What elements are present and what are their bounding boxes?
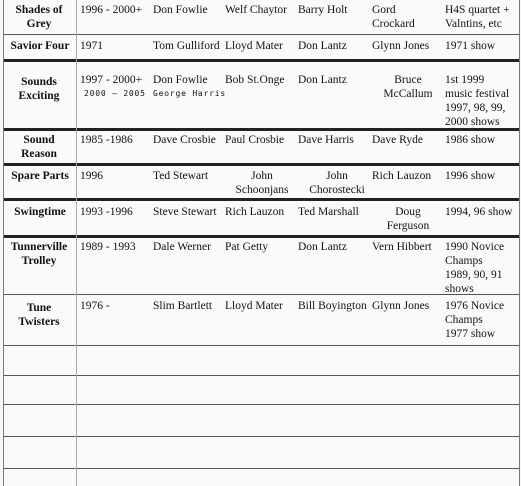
years-cell: 1971	[80, 40, 103, 52]
row-divider	[4, 198, 519, 201]
years-cell: 1996	[80, 170, 103, 182]
quartet-name: Shades of Grey	[15, 4, 63, 30]
quartet-name: Tune Twisters	[18, 302, 60, 328]
years-cell: 1985 -1986	[80, 134, 133, 146]
tenor-cell: Dave Crosbie	[153, 134, 216, 146]
bass-cell: Rich Lauzon	[372, 170, 432, 182]
quartet-name: Sound Reason	[21, 134, 57, 160]
tenor-cell: Tom Gulliford	[153, 40, 220, 52]
row-divider	[4, 345, 519, 346]
bass-cell: Doug Ferguson	[386, 206, 430, 232]
bari-cell: John Chorostecki	[309, 170, 365, 196]
row-divider	[4, 375, 519, 376]
years-cell: 1997 - 2000+ 2000 – 2005	[80, 74, 146, 98]
quartet-table	[3, 0, 520, 486]
quartet-name: Spare Parts	[11, 170, 69, 182]
bari-cell: Bill Boyington	[298, 300, 367, 312]
row-divider	[4, 59, 519, 62]
bass-cell: Bruce McCallum	[383, 74, 433, 100]
notes-cell: 1990 Novice Champs 1989, 90, 91 shows	[445, 241, 505, 295]
lead-cell: Lloyd Mater	[225, 40, 283, 52]
lead-cell: Lloyd Mater	[225, 300, 283, 312]
bari-cell: Dave Harris	[298, 134, 354, 146]
bass-cell: Glynn Jones	[372, 40, 430, 52]
bari-cell: Don Lantz	[298, 74, 347, 86]
notes-cell: 1st 1999 music festival 1997, 98, 99, 2000 shows	[445, 74, 510, 128]
row-divider	[4, 436, 519, 437]
column-divider	[76, 0, 77, 486]
tenor-cell: Ted Stewart	[153, 170, 209, 182]
row-divider	[4, 128, 519, 131]
lead-cell: Rich Lauzon	[225, 206, 285, 218]
years-cell: 1989 - 1993	[80, 241, 136, 253]
tenor-cell: Dale Werner	[153, 241, 211, 253]
notes-cell: 1996 show	[445, 170, 496, 182]
row-divider	[4, 468, 519, 469]
years-cell: 1993 -1996	[80, 206, 133, 218]
tenor-cell: Don Fowlie	[153, 4, 208, 16]
lead-cell: Bob St.Onge	[225, 74, 285, 86]
bass-cell: Dave Ryde	[372, 134, 423, 146]
bass-cell: Gord Crockard	[372, 4, 415, 30]
bass-cell: Vern Hibbert	[372, 241, 432, 253]
quartet-name: Tunnerville Trolley	[10, 241, 68, 267]
notes-cell: 1976 Novice Champs 1977 show	[445, 300, 505, 340]
tenor-cell: Steve Stewart	[153, 206, 217, 218]
row-divider	[4, 163, 519, 166]
notes-cell: 1986 show	[445, 134, 496, 146]
bari-cell: Don Lantz	[298, 241, 347, 253]
years-cell: 1976 -	[80, 300, 110, 312]
bari-cell: Ted Marshall	[298, 206, 359, 218]
quartet-name: Swingtime	[14, 206, 66, 218]
bass-cell: Glynn Jones	[372, 300, 430, 312]
notes-cell: 1971 show	[445, 40, 496, 52]
quartet-name: Savior Four	[10, 40, 70, 52]
lead-cell: Welf Chaytor	[225, 4, 287, 16]
row-divider	[4, 294, 519, 295]
bari-cell: Barry Holt	[298, 4, 348, 16]
notes-cell: H4S quartet + Valntins, etc	[445, 4, 510, 30]
quartet-name: Sounds Exciting	[18, 76, 60, 102]
notes-cell: 1994, 96 show	[445, 206, 513, 218]
row-divider	[4, 34, 519, 35]
lead-cell: Pat Getty	[225, 241, 269, 253]
bari-cell: Don Lantz	[298, 40, 347, 52]
lead-cell: John Schoonjans	[235, 170, 289, 196]
tenor-cell: Don Fowlie George Harris	[153, 74, 227, 98]
row-divider	[4, 404, 519, 405]
tenor-cell: Slim Bartlett	[153, 300, 213, 312]
row-divider	[4, 235, 519, 238]
lead-cell: Paul Crosbie	[225, 134, 285, 146]
years-cell: 1996 - 2000+	[80, 4, 143, 16]
